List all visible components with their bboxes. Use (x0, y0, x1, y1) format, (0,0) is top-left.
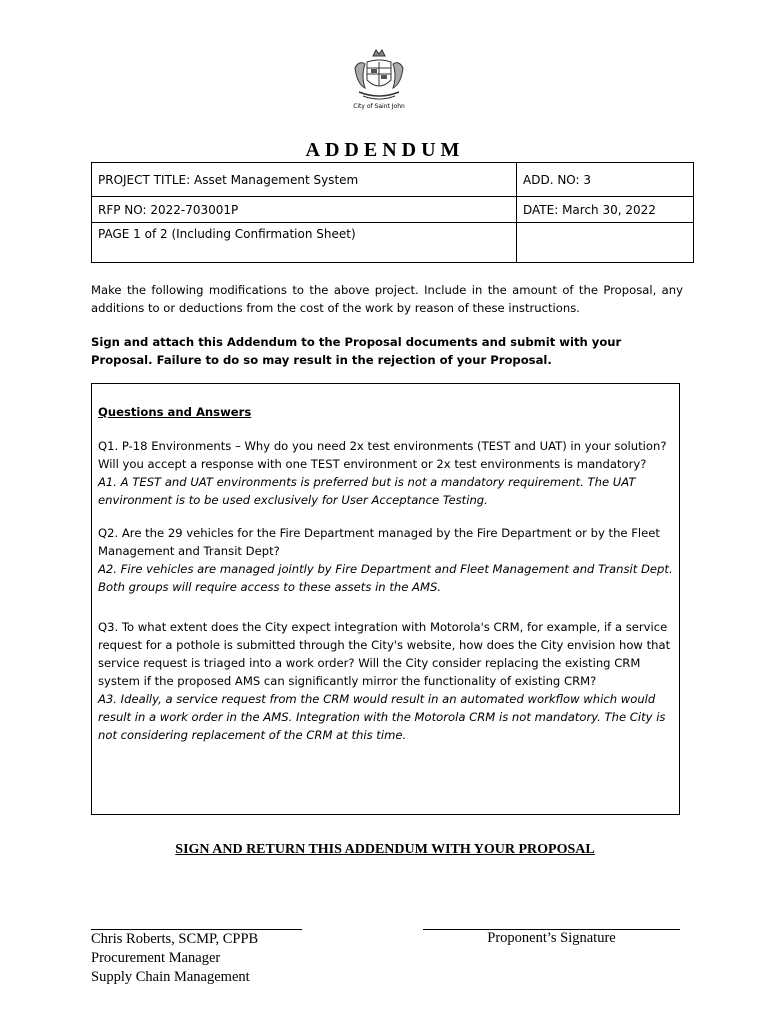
modifications-paragraph: Make the following modifications to the above project. Include in the amount of the Proposal, any additions to or deductions from the cost of the work by reason of these instructions. (91, 283, 683, 315)
page-count-cell: PAGE 1 of 2 (Including Confirmation Sheet) (92, 223, 517, 263)
sign-return-notice: SIGN AND RETURN THIS ADDENDUM WITH YOUR PROPOSAL (175, 842, 595, 857)
document-title: ADDENDUM (305, 139, 465, 161)
answer-1: A1. A TEST and UAT environments is preferred but is not a mandatory requirement. The UAT environment is to be used exclusively for User Acceptance Testing. (98, 475, 636, 507)
date-cell: DATE: March 30, 2022 (517, 197, 694, 223)
project-title-cell: PROJECT TITLE: Asset Management System (92, 163, 517, 197)
sign-attach-paragraph: Sign and attach this Addendum to the Proposal documents and submit with your Proposal. Failure to do so may result in the rejection of your Proposal. (91, 335, 622, 367)
signer-block (91, 930, 258, 987)
qa-item-1 (98, 437, 674, 509)
signer-name: Chris Roberts, SCMP, CPPB (91, 931, 259, 947)
question-1: Q1. P-18 Environments – Why do you need 2x test environments (TEST and UAT) in your solution? Will you accept a response with one TEST environment or 2x test environments is mandatory? (98, 439, 667, 471)
empty-cell (517, 223, 694, 263)
qa-item-2 (98, 524, 674, 596)
question-3: Q3. To what extent does the City expect integration with Motorola's CRM, for example, if a service request for a pothole is submitted through the City's website, how does the City envision how that service request is triaged into a work order? Will the City consider replacing the existing CRM system if the proposed AMS can significantly mirror the functionality of existing CRM? (98, 620, 671, 688)
answer-2: A2. Fire vehicles are managed jointly by Fire Department and Fleet Management and Transit Dept. Both groups will require access to these assets in the AMS. (98, 562, 673, 594)
project-info-table (91, 162, 694, 263)
crest-caption: City of Saint John (353, 103, 405, 110)
rfp-number-cell: RFP NO: 2022-703001P (92, 197, 517, 223)
answer-3: A3. Ideally, a service request from the CRM would result in an automated workflow which would result in a work order in the AMS. Integration with the Motorola CRM is not mandatory. The City is not considering replacement of the CRM at this time. (98, 692, 666, 742)
proponent-signature-label: Proponent’s Signature (487, 930, 616, 946)
addendum-number-cell: ADD. NO: 3 (517, 163, 694, 197)
qa-item-3 (98, 618, 674, 744)
signer-department: Supply Chain Management (91, 969, 250, 985)
signer-title: Procurement Manager (91, 950, 221, 966)
question-2: Q2. Are the 29 vehicles for the Fire Department managed by the Fire Department or by the Fleet Management and Transit Dept? (98, 526, 660, 558)
qa-heading: Questions and Answers (98, 405, 252, 419)
